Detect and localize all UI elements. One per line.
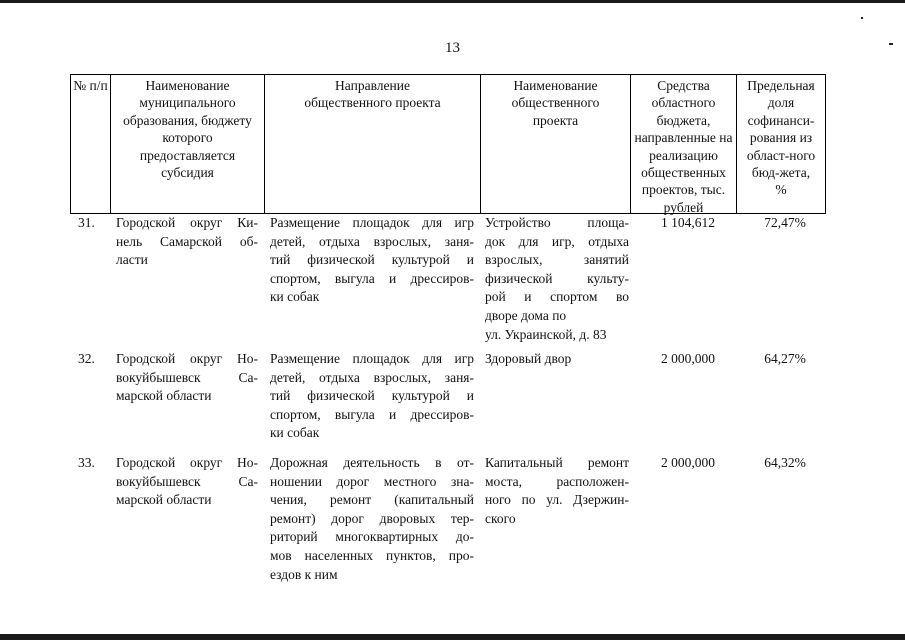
header-num-text: № п/п	[73, 78, 108, 93]
municipality-cell	[116, 454, 258, 510]
funds-cell: 1 104,612	[661, 215, 715, 230]
text-line: Дорожная деятельность в от-	[270, 455, 474, 470]
header-num	[70, 75, 110, 213]
text-line: дворе дома по	[485, 307, 567, 323]
text-line: тий физической культурой и	[270, 388, 474, 404]
text-line: ки собак	[270, 425, 320, 441]
text-line: риторий многоквартирных до-	[270, 529, 474, 545]
header-municipality	[110, 75, 264, 213]
project-cell	[485, 350, 629, 369]
text-line: Городской округ Ки-	[116, 215, 258, 230]
municipality-cell	[116, 214, 258, 270]
text-line: нель Самарской об-	[116, 233, 258, 249]
funds-cell: 2 000,000	[661, 351, 715, 366]
direction-cell	[270, 350, 474, 443]
text-line: вокуйбышевск Са-	[116, 473, 258, 489]
project-cell	[485, 214, 629, 344]
row-number: 31.	[78, 215, 95, 230]
scan-bottom-border	[0, 634, 905, 640]
header-share	[736, 75, 826, 213]
direction-cell	[270, 214, 474, 307]
text-line: мов населенных пунктов, про-	[270, 547, 474, 563]
header-funds	[630, 75, 736, 213]
header-municipality-text: Наименование муниципального образования, бюджету которого предоставляется субсидия	[123, 78, 252, 181]
share-cell: 72,47%	[764, 215, 806, 230]
text-line: вокуйбышевск Са-	[116, 369, 258, 385]
page-number: 13	[445, 40, 460, 56]
share-cell: 64,32%	[764, 455, 806, 470]
text-line: Городской округ Но-	[116, 455, 258, 470]
text-line: док для игр, отдыха	[485, 233, 629, 249]
header-direction-text: Направление общественного проекта	[304, 78, 441, 111]
text-line: физической культу-	[485, 270, 629, 286]
scan-speck	[861, 17, 863, 19]
text-line: спортом, выгула и дрессиров-	[270, 406, 474, 422]
funds-cell: 2 000,000	[661, 455, 715, 470]
text-line: ки собак	[270, 289, 320, 305]
header-share-text: Предельная доля софинанси-рования из област-ного бюд-жета, %	[746, 78, 816, 198]
text-line: тий физической культурой и	[270, 252, 474, 268]
text-line: Размещение площадок для игр	[270, 215, 474, 230]
project-cell	[485, 454, 629, 528]
text-line: детей, отдыха взрослых, заня-	[270, 369, 474, 385]
text-line: ласти	[116, 252, 148, 268]
direction-cell	[270, 454, 474, 584]
text-line: ремонт) дорог дворовых тер-	[270, 510, 474, 526]
header-project-text: Наименование общественного проекта	[511, 78, 600, 128]
table-header	[70, 74, 826, 214]
text-line: марской области	[116, 388, 212, 404]
text-line: рой и спортом во	[485, 289, 629, 305]
text-line: марской области	[116, 492, 212, 508]
text-line: взрослых, занятий	[485, 252, 629, 268]
share-cell: 64,27%	[764, 351, 806, 366]
row-number: 32.	[78, 351, 95, 366]
text-line: Капитальный ремонт	[485, 455, 629, 470]
text-line: чения, ремонт (капитальный	[270, 492, 474, 508]
scan-top-border	[0, 0, 905, 3]
text-line: Городской округ Но-	[116, 351, 258, 366]
text-line: ул. Украинской, д. 83	[485, 326, 607, 342]
text-line: детей, отдыха взрослых, заня-	[270, 233, 474, 249]
header-funds-text: Средства областного бюджета, направленные на реализацию общественных проектов, тыс. рублей	[634, 78, 733, 215]
text-line: ного по ул. Дзержин-	[485, 492, 629, 508]
municipality-cell	[116, 350, 258, 406]
text-line: спортом, выгула и дрессиров-	[270, 270, 474, 286]
text-line: моста, расположен-	[485, 473, 629, 489]
row-number: 33.	[78, 455, 95, 470]
text-line: ездов к ним	[270, 566, 338, 582]
text-line: Устройство площа-	[485, 215, 629, 230]
header-direction	[264, 75, 480, 213]
header-project	[480, 75, 630, 213]
text-line: ского	[485, 510, 516, 526]
text-line: Размещение площадок для игр	[270, 351, 474, 366]
text-line: ношении дорог местного зна-	[270, 473, 474, 489]
text-line: Здоровый двор	[485, 351, 572, 366]
